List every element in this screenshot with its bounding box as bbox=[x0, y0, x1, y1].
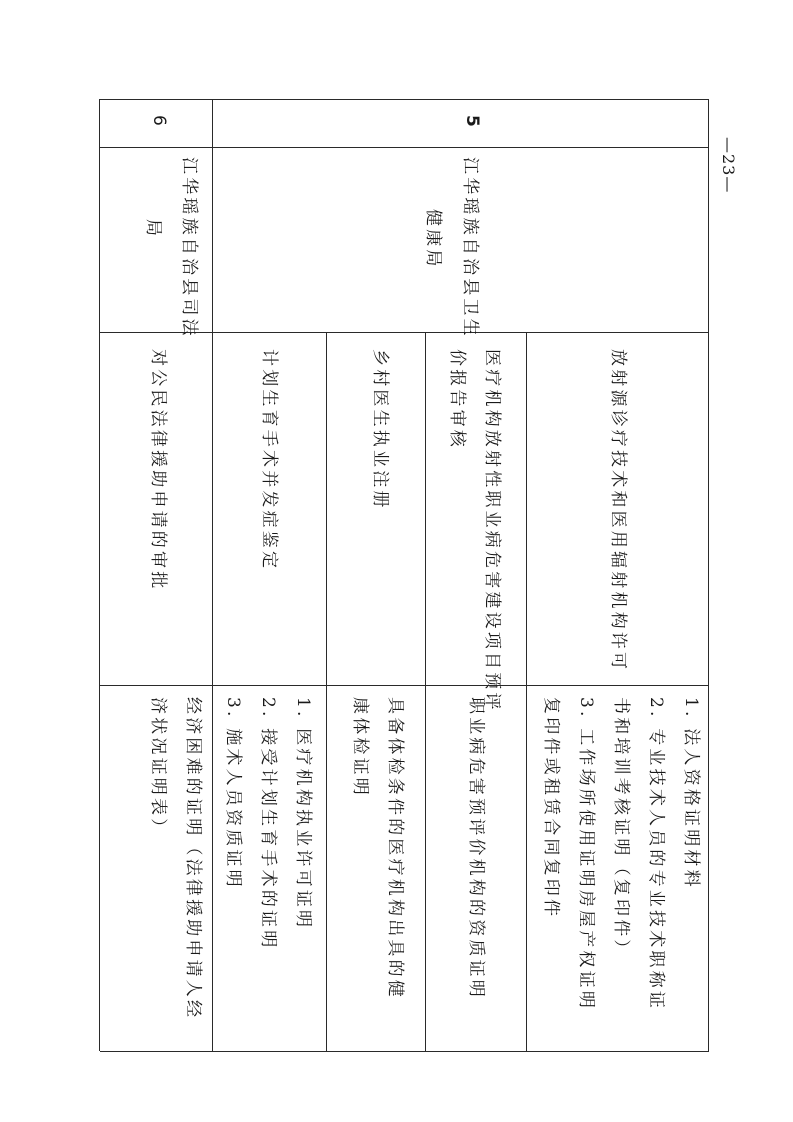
item-cell: 对公民法律援助申请的审批 bbox=[148, 349, 168, 592]
table-border-left bbox=[100, 99, 709, 100]
item-cell: 放射源诊疗技术和医用辐射机构许可 bbox=[608, 349, 628, 673]
row-number: 6 bbox=[149, 115, 169, 126]
requirement-line: 职业病危害预评价机构的资质证明 bbox=[466, 697, 486, 1000]
row-divider bbox=[326, 332, 327, 1051]
requirement-line: 康体检证明 bbox=[350, 697, 370, 798]
department-cell: 健康局 bbox=[423, 209, 443, 270]
row-divider bbox=[526, 332, 527, 1051]
requirement-line: 2. 接受计划生育手术的证明 bbox=[258, 697, 278, 951]
page-number: —23— bbox=[719, 136, 738, 194]
row-number: 5 bbox=[462, 115, 482, 127]
item-cell: 乡村医生执业注册 bbox=[370, 349, 390, 511]
item-cell: 价报告审核 bbox=[447, 349, 467, 450]
requirement-line: 1. 法人资格证明材料 bbox=[681, 697, 701, 890]
requirement-line: 复印件或租赁合同复印件 bbox=[541, 697, 561, 920]
row-divider bbox=[212, 99, 213, 1051]
table-border-top bbox=[708, 99, 709, 1051]
requirement-line: 2. 专业技术人员的专业技术职称证 bbox=[646, 697, 666, 1012]
requirement-line: 书和培训考核证明（复印件） bbox=[611, 697, 631, 960]
department-cell: 江华瑶族自治县司法 bbox=[179, 157, 199, 339]
table-border-bottom bbox=[99, 99, 100, 1051]
requirement-line: 3. 工作场所使用证明房屋产权证明 bbox=[576, 697, 596, 1012]
column-divider bbox=[100, 147, 709, 148]
column-divider bbox=[100, 685, 709, 686]
table-border-right bbox=[100, 1051, 709, 1052]
item-cell: 医疗机构放射性职业病危害建设项目预评 bbox=[482, 349, 502, 713]
services-table bbox=[100, 99, 709, 1051]
row-divider bbox=[425, 332, 426, 1051]
requirement-line: 经济困难的证明（法律援助申请人经 bbox=[183, 697, 203, 1021]
requirement-line: 济状况证明表） bbox=[148, 697, 168, 839]
department-cell: 江华瑶族自治县卫生 bbox=[460, 157, 480, 339]
requirement-line: 具备体检条件的医疗机构出具的健 bbox=[385, 697, 405, 1000]
requirement-line: 3. 施术人员资质证明 bbox=[223, 697, 243, 890]
item-cell: 计划生育手术并发症鉴定 bbox=[259, 349, 279, 572]
department-cell: 局 bbox=[143, 219, 163, 240]
requirement-line: 1. 医疗机构执业许可证明 bbox=[293, 697, 313, 931]
